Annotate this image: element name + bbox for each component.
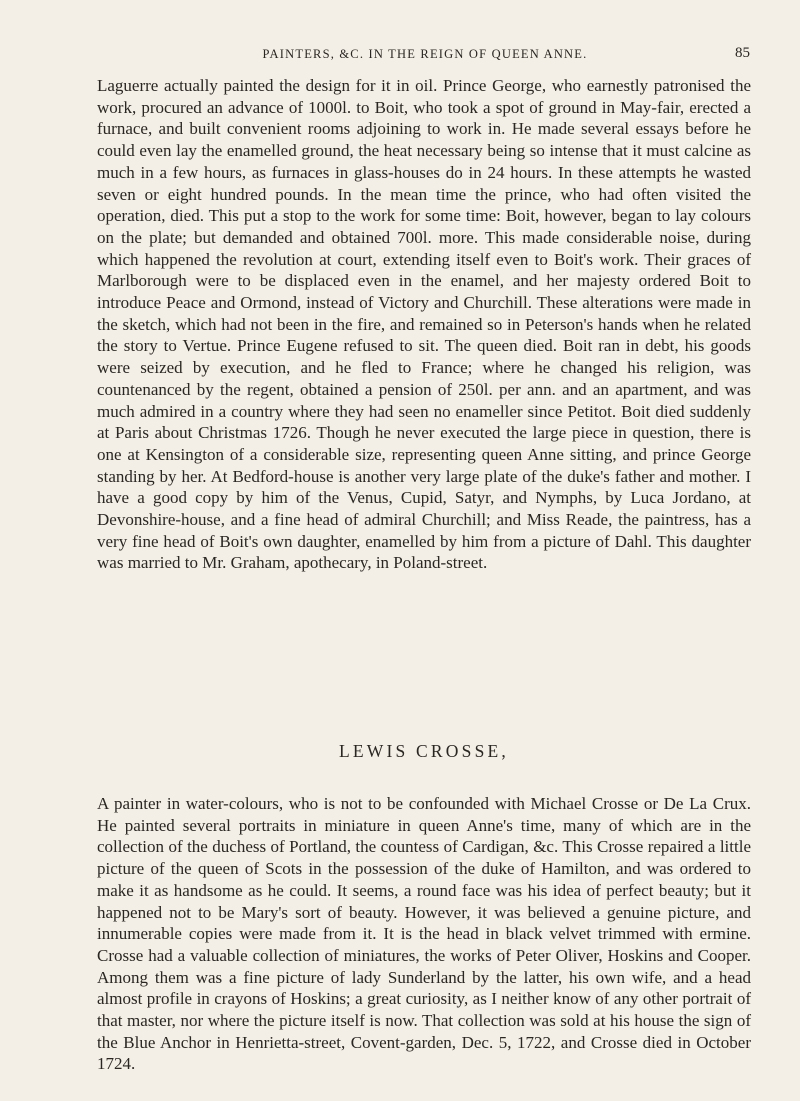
running-head: PAINTERS, &C. IN THE REIGN OF QUEEN ANNE. bbox=[262, 47, 588, 61]
body-paragraph-crosse bbox=[97, 793, 751, 1075]
paragraph-text: A painter in water-colours, who is not to be confounded with Michael Crosse or De La Crux. He painted several portraits in miniature in queen Anne's time, many of which are in the collection of the duchess of Portland, the countess of Cardigan, &c. This Crosse repaired a little picture of the queen of Scots in the possession of the duke of Hamilton, and was ordered to make it as handsome as he could. It seems, a round face was his idea of perfect beauty; but it happened not to be Mary's sort of beauty. However, it was believed a genuine picture, and innumerable copies were made from it. It is the head in black velvet trimmed with ermine. Crosse had a valuable collection of miniatures, the works of Peter Oliver, Hoskins and Cooper. Among them was a fine picture of lady Sunderland by the latter, his own wife, and a head almost profile in crayons of Hoskins; a great curiosity, as I neither know of any other portrait of that master, nor where the picture itself is now. That collection was sold at his house the sign of the Blue Anchor in Henrietta-street, Covent-garden, Dec. 5, 1722, and Crosse died in October 1724. bbox=[97, 794, 751, 1074]
body-paragraph-boit bbox=[97, 75, 751, 574]
page-number: 85 bbox=[735, 45, 750, 61]
section-heading: LEWIS CROSSE, bbox=[339, 741, 509, 761]
paragraph-text: Laguerre actually painted the design for it in oil. Prince George, who earnestly patronised the work, procured an advance of 1000l. to Boit, who took a spot of ground in May-fair, erected a furnace, and built convenient rooms adjoining to work in. He made several essays before he could even lay the enamelled ground, the heat necessary being so intense that it must calcine as much in a few hours, as furnaces in glass-houses do in 24 hours. In these attempts he wasted seven or eight hundred pounds. In the mean time the prince, who had often visited the operation, died. This put a stop to the work for some time: Boit, however, began to lay colours on the plate; but demanded and obtained 700l. more. This made considerable noise, during which happened the revolution at court, extending itself even to Boit's work. Their graces of Marlborough were to be displaced even in the enamel, and her majesty ordered Boit to introduce Peace and Ormond, instead of Victory and Churchill. These alterations were made in the sketch, which had not been in the fire, and remained so in Peterson's hands when he related the story to Vertue. Prince Eugene refused to sit. The queen died. Boit ran in debt, his goods were seized by execution, and he fled to France; where he changed his religion, was countenanced by the regent, obtained a pension of 250l. per ann. and an apartment, and was much admired in a country where they had seen no enameller since Petitot. Boit died suddenly at Paris about Christmas 1726. Though he never executed the large piece in question, there is one at Kensington of a considerable size, representing queen Anne sitting, and prince George standing by her. At Bedford-house is another very large plate of the duke's father and mother. I have a good copy by him of the Venus, Cupid, Satyr, and Nymphs, by Luca Jordano, at Devonshire-house, and a fine head of admiral Churchill; and Miss Reade, the paintress, has a very fine head of Boit's own daughter, enamelled by him from a picture of Dahl. This daughter was married to Mr. Graham, apothecary, in Poland-street. bbox=[97, 76, 751, 573]
